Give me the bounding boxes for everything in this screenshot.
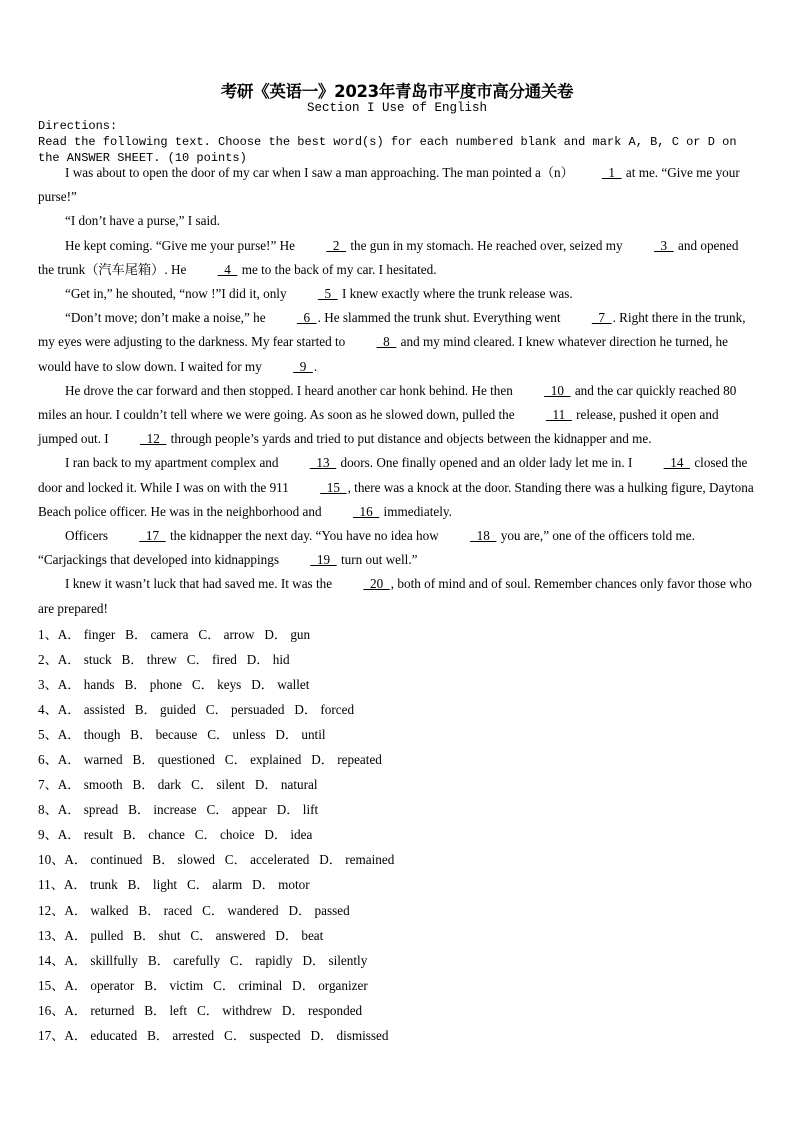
option-row: 7、A． smooth B． dark C． silent D． natural xyxy=(38,777,318,793)
passage-text: . Right there in the trunk, my eyes were adjusting to the darkness. My fear started to xyxy=(38,310,746,350)
numbered-blank: 18 xyxy=(470,528,497,544)
numbered-blank: 1 xyxy=(601,165,622,180)
option-row: 17、A． educated B． arrested C． suspected D． dismissed xyxy=(38,1027,389,1043)
document-title: 考研《英语一》2023年青岛市平度市高分通关卷 xyxy=(220,82,574,101)
passage-text: . xyxy=(313,358,318,374)
numbered-blank: 12 xyxy=(140,431,167,447)
numbered-blank: 6 xyxy=(296,310,317,326)
cloze-passage xyxy=(38,161,756,621)
option-row: 6、A． warned B． questioned C． explained D． repeated xyxy=(38,752,382,768)
option-row: 5、A． though B． because C． unless D． until xyxy=(38,727,326,743)
passage-paragraph xyxy=(38,282,756,306)
passage-text: turn out well.” xyxy=(337,552,418,568)
passage-text: the gun in my stomach. He reached over, seized my xyxy=(347,237,626,253)
passage-text: and the car quickly reached 80 miles an hour. I couldn’t tell where we were going. As soon as he slowed down, pulled the xyxy=(38,382,737,423)
option-row: 15、A． operator B． victim C． criminal D． organizer xyxy=(38,977,368,993)
passage-text: I knew it wasn’t luck that had saved me. It was the xyxy=(65,576,336,592)
numbered-blank: 14 xyxy=(663,455,691,471)
directions-text: Read the following text. Choose the best word(s) for each numbered blank and mark A, B, C or D on the ANSWER SHEET. (10 points) xyxy=(38,135,744,165)
numbered-blank: 5 xyxy=(317,286,338,302)
section-heading: Section I Use of English xyxy=(306,101,488,115)
passage-text: Officers xyxy=(65,528,112,544)
passage-text: “Don’t move; don’t make a noise,” he xyxy=(65,310,269,326)
option-row: 11、A． trunk B． light C． alarm D． motor xyxy=(38,877,310,893)
passage-text: closed the door and locked it. While I was on with the 911 xyxy=(38,455,748,495)
passage-text: immediately. xyxy=(380,503,452,519)
numbered-blank: 3 xyxy=(653,237,674,253)
passage-text: doors. One finally opened and an older lady let me in. I xyxy=(337,455,636,471)
numbered-blank: 7 xyxy=(591,310,612,326)
numbered-blank: 17 xyxy=(139,528,166,544)
passage-text: release, pushed it open and jumped out. I xyxy=(38,407,719,447)
numbered-blank: 11 xyxy=(545,407,572,423)
directions-label: Directions: xyxy=(38,119,118,133)
option-row: 9、A． result B． chance C． choice D． idea xyxy=(38,827,313,843)
passage-text: through people’s yards and tried to put distance and objects between the kidnapper and me. xyxy=(167,431,652,447)
option-row: 12、A． walked B． raced C． wandered D． passed xyxy=(38,902,350,918)
passage-text: “Get in,” he shouted, “now !”I did it, only xyxy=(65,286,290,302)
passage-paragraph xyxy=(38,451,756,524)
passage-text: , there was a knock at the door. Standing there was a hulking figure, Daytona Beach police officer. He was in the neighborhood and xyxy=(38,479,754,519)
passage-text: you are,” one of the officers told me. “Carjackings that developed into kidnappings xyxy=(38,528,695,568)
option-row: 1、A． finger B． camera C． arrow D． gun xyxy=(38,627,311,642)
option-row: 14、A． skillfully B． carefully C． rapidly D． silently xyxy=(38,952,368,968)
passage-text: and opened the trunk（汽车尾箱）. He xyxy=(38,237,739,277)
passage-text: and my mind cleared. I knew whatever direction he turned, he would have to slow down. I waited for my xyxy=(38,334,729,374)
passage-text: the kidnapper the next day. “You have no idea how xyxy=(166,528,443,544)
passage-paragraph xyxy=(38,306,756,379)
passage-text: He drove the car forward and then stopped. I heard another car honk behind. He then xyxy=(65,382,517,398)
option-row: 4、A． assisted B． guided C． persuaded D． forced xyxy=(38,702,355,718)
option-row: 10、A． continued B． slowed C． accelerated D． remained xyxy=(38,852,395,868)
option-row: 8、A． spread B． increase C． appear D． lift xyxy=(38,802,319,818)
numbered-blank: 9 xyxy=(293,358,313,374)
passage-paragraph xyxy=(38,209,756,233)
numbered-blank: 15 xyxy=(320,479,347,495)
passage-text: me to the back of my car. I hesitated. xyxy=(238,261,437,277)
option-row: 3、A． hands B． phone C． keys D． wallet xyxy=(38,677,310,693)
numbered-blank: 2 xyxy=(326,237,347,253)
option-row: 13、A． pulled B． shut C． answered D． beat xyxy=(38,927,324,943)
numbered-blank: 19 xyxy=(310,552,337,568)
passage-paragraph xyxy=(38,234,756,282)
numbered-blank: 10 xyxy=(544,382,571,398)
answer-options xyxy=(38,622,394,1048)
option-row: 16、A． returned B． left C． withdrew D． responded xyxy=(38,1002,363,1018)
passage-paragraph xyxy=(38,572,756,620)
passage-text: . He slammed the trunk shut. Everything went xyxy=(317,310,564,326)
passage-text: I knew exactly where the trunk release was. xyxy=(338,286,573,302)
numbered-blank: 20 xyxy=(363,576,390,592)
passage-paragraph xyxy=(38,524,756,572)
passage-text: “I don’t have a purse,” I said. xyxy=(65,213,221,229)
numbered-blank: 13 xyxy=(309,455,337,471)
option-row: 2、A． stuck B． threw C． fired D． hid xyxy=(38,652,290,668)
numbered-blank: 16 xyxy=(352,503,380,519)
numbered-blank: 8 xyxy=(376,334,397,350)
passage-text: I was about to open the door of my car when I saw a man approaching. The man pointed a（n） xyxy=(65,165,574,180)
passage-text: at me. “Give me your purse!” xyxy=(38,165,740,205)
passage-paragraph xyxy=(38,379,756,452)
numbered-blank: 4 xyxy=(217,261,238,277)
passage-text: He kept coming. “Give me your purse!” He xyxy=(65,237,299,253)
passage-text: , both of mind and of soul. Remember chances only favor those who are prepared! xyxy=(38,576,752,616)
passage-text: I ran back to my apartment complex and xyxy=(65,455,282,471)
passage-paragraph xyxy=(38,161,756,209)
